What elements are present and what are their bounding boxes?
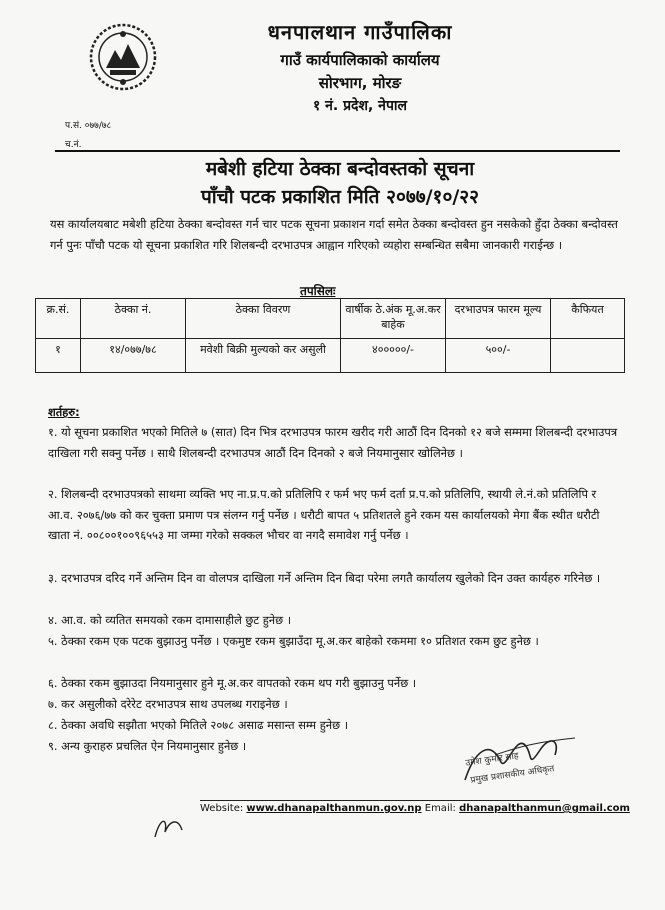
- col-header-annual-amount: वार्षीक ठे.अंक मू.अ.कर बाहेक: [341, 299, 446, 339]
- cell-contract-no: १४/०७७/७८: [81, 339, 186, 373]
- header-divider: [55, 150, 620, 152]
- office-location: सोरभाग, मोरङ: [318, 74, 402, 92]
- cell-description: मवेशी बिक्री मुल्यको कर असुली: [186, 339, 341, 373]
- condition-item-8: ८. ठेक्का अवधि सझौता भएको मितिले २०७८ असाढ मसान्त सम्म हुनेछ ।: [48, 718, 349, 732]
- initials-mark: [150, 812, 190, 842]
- website-link[interactable]: www.dhanapalthanmun.gov.np: [246, 803, 422, 814]
- ref-patra-sankhya: प.सं. ०७७/७८: [65, 121, 112, 131]
- condition-item-1: १. यो सूचना प्रकाशित भएको मितिले ७ (सात) दिन भित्र दरभाउपत्र फारम खरीद गरी आठौं दिन दिनको १२ बजे सम्ममा शिलबन्दी दरभाउपत्र दाखिला गरी सक्नु पर्नेछ । साथै शिलबन्दी दरभाउपत्र आठौं दिन दिनको २ बजे नियमानुसार खोलिनेछ ।: [48, 425, 618, 460]
- notice-title: मबेशी हटिया ठेक्का बन्दोवस्तको सूचना: [205, 158, 475, 180]
- office-name: गाउँ कार्यपालिकाको कार्यालय: [280, 51, 440, 69]
- cell-remarks: [551, 339, 625, 373]
- website-label: Website:: [200, 803, 244, 814]
- condition-item-7: ७. कर असुलीको दरेरेट दरभाउपत्र साथ उपलब्ध गराइनेछ ।: [48, 697, 288, 711]
- col-header-form-price: दरभाउपत्र फारम मूल्य: [446, 299, 551, 339]
- table-row: [36, 339, 625, 373]
- col-header-remarks: कैफियत: [551, 299, 625, 339]
- footer-contact: [200, 803, 630, 814]
- cell-sn: १: [36, 339, 81, 373]
- condition-item-9: ९. अन्य कुराहरु प्रचलित ऐन नियमानुसार हुनेछ ।: [48, 739, 247, 753]
- table-caption: तपसिलः: [300, 284, 336, 298]
- cell-annual-amount: ४०००००/-: [341, 339, 446, 373]
- condition-item-3: ३. दरभाउपत्र दरिद गर्ने अन्तिम दिन वा वोलपत्र दाखिला गर्ने अन्तिम दिन बिदा परेमा लगतै कार्यालय खुलेको दिन उक्त कार्यहरु गरिनेछ ।: [48, 571, 601, 585]
- org-name: धनपालथान गाउँपालिका: [267, 20, 453, 44]
- col-header-contract-no: ठेक्का नं.: [81, 299, 186, 339]
- ref-chalani: च.नं.: [65, 140, 82, 150]
- signatory-designation: प्रमुख प्रशासकीय अधिकृत: [469, 764, 555, 786]
- col-header-description: ठेक्का विवरण: [186, 299, 341, 339]
- tender-table: [35, 298, 625, 373]
- notice-subtitle: पाँचौ पटक प्रकाशित मिति २०७७/१०/२२: [200, 186, 480, 208]
- office-province: १ नं. प्रदेश, नेपाल: [312, 98, 408, 114]
- condition-item-4: ४. आ.व. को व्यतित समयको रकम दामासाहीले छुट हुनेछ ।: [48, 613, 292, 627]
- condition-item-6: ६. ठेक्का रकम बुझाउदा नियमानुसार हुने मू.अ.कर वापतको रकम थप गरी बुझाउनु पर्नेछ ।: [48, 676, 417, 690]
- cell-form-price: ५००/-: [446, 339, 551, 373]
- email-link[interactable]: dhanapalthanmun@gmail.com: [459, 803, 630, 814]
- footer-divider: [200, 800, 560, 801]
- condition-item-2: २. शिलबन्दी दरभाउपत्रको साथमा व्यक्ति भए ना.प्र.प.को प्रतिलिपि र फर्म भए फर्म दर्ता प्र.प.को प्रतिलिपि, स्थायी ले.नं.को प्रतिलिपि र आ.व. २०७६/७७ को कर चुक्ता प्रमाण पत्र संलग्न गर्नु पर्नेछ । धरौटी बापत ५ प्रतिशतले हुने रकम यस कार्यालयको मेगा बैंक स्थीत धरौटी खाता नं. ००८००१००९६५५३ मा जम्मा गरेको सक्कल भौचर वा नगदै समावेश गर्नु पर्नेछ ।: [48, 487, 600, 542]
- intro-paragraph: यस कार्यालयबाट मबेशी हटिया ठेक्का बन्दोवस्त गर्न चार पटक सूचना प्रकाशन गर्दा समेत ठेक्का बन्दोवस्त हुन नसकेको हुँदा ठेक्का बन्दोवस्त गर्न पुनः पाँचौ पटक यो सूचना प्रकाशित गरि शिलबन्दी दरभाउपत्र आह्वान गरिएको व्यहोरा सम्बन्धित सबैमा जानकारी गराईन्छ ।: [50, 217, 618, 252]
- condition-item-5: ५. ठेक्का रकम एक पटक बुझाउनु पर्नेछ । एकमुष्ट रकम बुझाउँदा मू.अ.कर बाहेको रकममा १० प्रतिशत रकम छुट हुनेछ ।: [48, 634, 539, 648]
- nepal-emblem-logo: [88, 22, 158, 92]
- signatory-name: उमेश कुमार साह: [464, 751, 520, 769]
- col-header-sn: क्र.सं.: [36, 299, 81, 339]
- table-header-row: [36, 299, 625, 339]
- email-label: Email:: [424, 803, 456, 814]
- conditions-heading: शर्तहरु:: [48, 405, 80, 419]
